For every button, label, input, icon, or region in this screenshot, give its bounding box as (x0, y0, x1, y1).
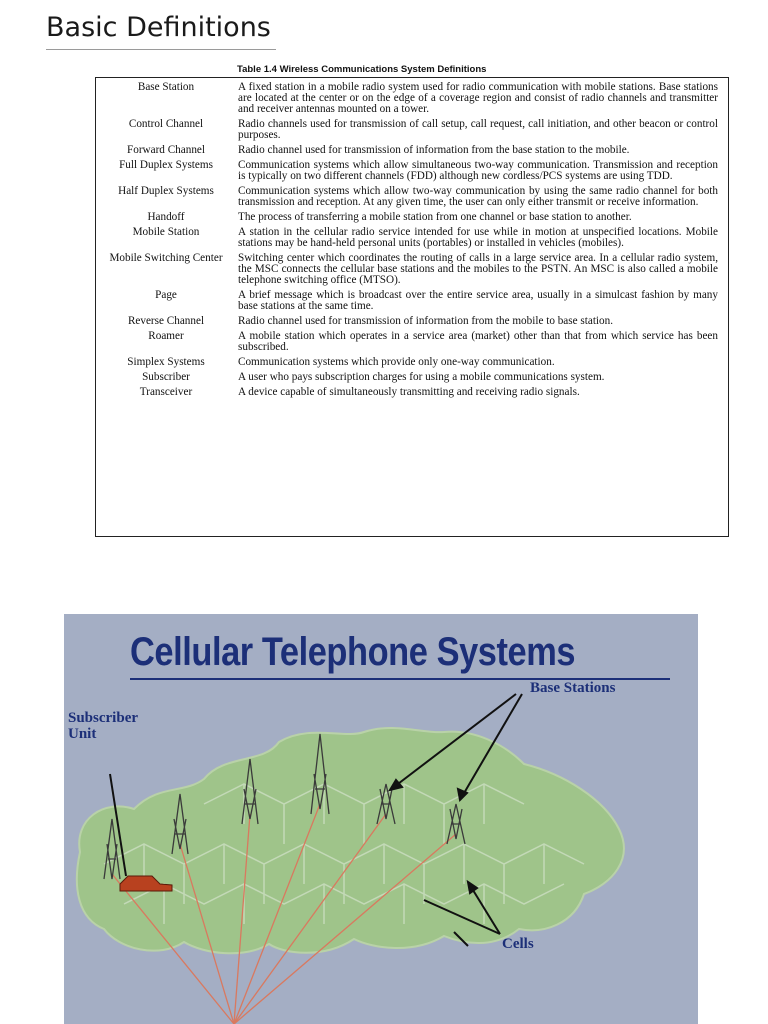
definition-text: The process of transferring a mobile station from one channel or base station to another. (238, 211, 632, 223)
definition-text: A fixed station in a mobile radio system used for radio communication with mobile stations. Base stations are located at the center or on the edge of a coverage region and consist of radio channels and transmitter and receiver antennas mounted on a tower. (238, 81, 718, 115)
table-row (96, 327, 728, 353)
subscriber-unit-label: Subscriber Unit (68, 710, 138, 742)
table-row (96, 208, 728, 223)
definition-text: Radio channels used for transmission of call setup, call request, call initiation, and other beacon or control purposes. (238, 118, 718, 141)
definition-term: Full Duplex Systems (119, 159, 213, 171)
base-stations-label: Base Stations (530, 680, 616, 696)
table-row (96, 353, 728, 368)
definitions-table-frame (95, 77, 729, 537)
definition-term: Half Duplex Systems (118, 185, 214, 197)
coverage-region (77, 728, 624, 953)
definition-term: Control Channel (128, 118, 204, 130)
definition-text: Radio channel used for transmission of information from the mobile to base station. (238, 315, 614, 327)
table-row (96, 368, 728, 383)
definition-text: Communication systems which allow simultaneous two-way communication. Transmission and reception is typically on two different channels (FDD) although new cordless/PCS systems are using TDD. (238, 159, 718, 182)
slide-title: Basic Definitions (46, 12, 271, 43)
table-row (96, 115, 728, 141)
definition-term: Subscriber (142, 371, 190, 383)
definition-term: Roamer (148, 330, 184, 342)
table-row (96, 182, 728, 208)
table-caption: Table 1.4 Wireless Communications System Definitions (237, 64, 487, 75)
definition-term: Forward Channel (127, 144, 205, 156)
definition-text: A mobile station which operates in a service area (market) other than that from which service has been subscribed. (238, 330, 718, 353)
cellular-network-illustration (64, 614, 698, 1024)
definition-term: Reverse Channel (127, 315, 205, 327)
definition-term: Handoff (147, 211, 185, 223)
definitions-table (96, 78, 728, 398)
definition-term: Mobile Switching Center (109, 252, 223, 264)
definition-text: A brief message which is broadcast over the entire service area, usually in a simulcast fashion by many base stations at the same time. (238, 289, 718, 312)
definition-text: A station in the cellular radio service intended for use while in motion at unspecified locations. Mobile stations may be hand-held personal units (portables) or installed in vehicles (mobiles). (238, 226, 718, 249)
definition-term: Base Station (137, 81, 195, 93)
table-row (96, 286, 728, 312)
definition-term: Transceiver (139, 386, 193, 398)
definition-text: A device capable of simultaneously transmitting and receiving radio signals. (238, 386, 580, 398)
definition-term: Simplex Systems (127, 356, 205, 368)
definition-text: A user who pays subscription charges for using a mobile communications system. (238, 371, 605, 383)
definition-term: Mobile Station (132, 226, 200, 238)
cells-label: Cells (502, 936, 534, 952)
table-row (96, 383, 728, 398)
table-row (96, 249, 728, 286)
definition-text: Communication systems which allow two-way communication by using the same radio channel for both transmission and reception. At any given time, the user can only either transmit or receive information. (238, 185, 718, 208)
definition-text: Radio channel used for transmission of information from the base station to the mobile. (238, 144, 630, 156)
table-row (96, 223, 728, 249)
definition-text: Communication systems which provide only one-way communication. (238, 356, 555, 368)
definition-text: Switching center which coordinates the routing of calls in a large service area. In a cellular radio system, the MSC connects the cellular base stations and the mobiles to the PSTN. An MSC is also called a mobile telephone switching office (MTSO). (238, 252, 718, 286)
table-row (96, 312, 728, 327)
cellular-systems-figure (64, 614, 698, 1024)
figure-title: Cellular Telephone Systems (130, 630, 576, 674)
definition-term: Page (155, 289, 177, 301)
title-divider (46, 49, 276, 50)
table-row (96, 141, 728, 156)
table-row (96, 78, 728, 115)
table-row (96, 156, 728, 182)
